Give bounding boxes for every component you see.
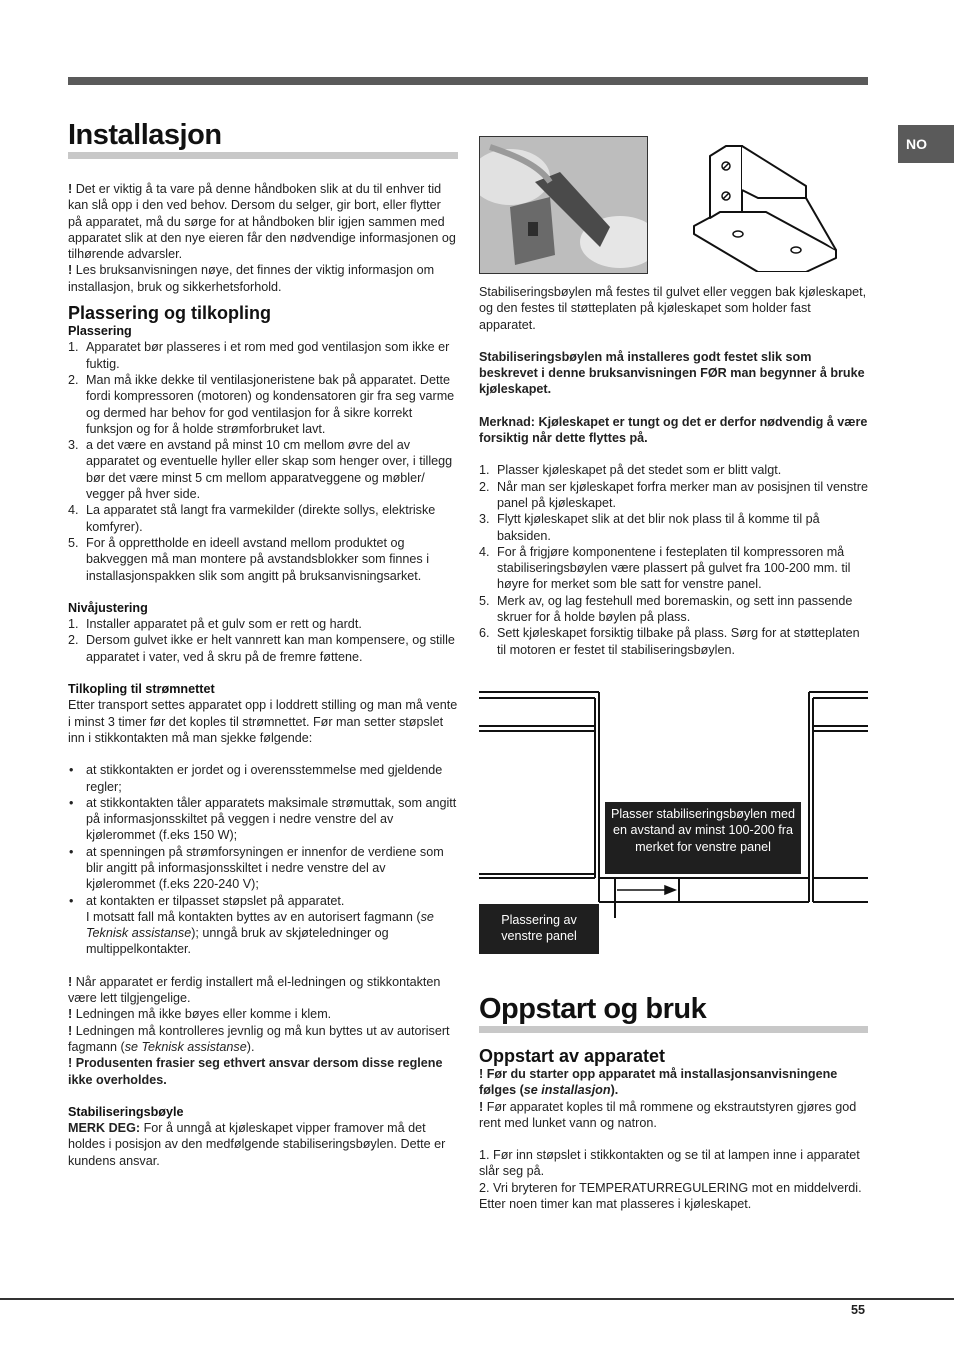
stabilizer-description: Stabiliseringsbøylen må festes til gulvet eller veggen bak kjøleskapet, og den festes til støtteplaten på kjøleskapet som holder fast apparatet. [479,285,867,332]
list-item: 4. For å frigjøre komponentene i festeplaten til kompressoren må stabiliseringsbøylen være plassert på gulvet fra 100-200 mm. til høyre for merket som ble satt for venstre panel. [479,544,851,592]
list-item: 2. Når man ser kjøleskapet forfra merker man av posisjnen til venstre panel på kjøleskapet. [479,479,868,510]
intro-paragraph-2: ! Les bruksanvisningen nøye, det finnes der viktig informasjon om installasjon, bruk og sikkerhetsforhold. [68,263,435,294]
list-item: 5. For å opprettholde en ideell avstand mellom produktet og bakveggen må man montere på avstandsblokker som finnes i installasjonspakken slik som angitt på bruksanvisningsarket. [68,535,430,583]
mounting-steps-list [479,462,868,658]
stabilizer-subheading: Stabiliseringsbøyle [68,1104,184,1119]
warning-cable-replace: ! Ledningen må kontrolleres jevnlig og må kun byttes ut av autorisert fagmann (se Teknisk assistanse). [68,1023,450,1054]
list-item: 1. Installer apparatet på et gulv som er rett og hardt. [68,617,362,632]
power-checklist [68,762,458,958]
placement-connection-heading: Plassering og tilkopling [68,303,272,324]
startup-subheading: Oppstart av apparatet [479,1046,666,1066]
startup-heading: Oppstart og bruk [479,992,868,1033]
placement-diagram [479,688,868,956]
language-tab: NO [898,125,954,163]
list-item: 5. Merk av, og lag festehull med boremaskin, og sett inn passende skruer for å holde bøylen på plass. [479,593,853,625]
warning-cable-bend: ! Ledningen må ikke bøyes eller komme i klem. [68,1007,332,1022]
bottom-rule [0,1298,954,1300]
placement-list [68,339,458,583]
bracket-mounting-photo [479,136,648,274]
leveling-list [68,616,458,665]
startup-warning-1: ! Før du starter opp apparatet må installasjonsanvisningene følges (se installasjon). [479,1067,838,1098]
list-item: • at stikkontakten er jordet og i overensstemmelse med gjeldende regler; [68,762,458,795]
startup-step-2: 2. Vri bryteren for TEMPERATURREGULERING mot en middelverdi. Etter noen timer kan mat plasseres i kjøleskapet. [479,1180,862,1212]
warning-liability: ! Produsenten frasier seg ethvert ansvar dersom disse reglene ikke overholdes. [68,1056,443,1087]
stabilizer-requirement: Stabiliseringsbøylen må installeres godt festet slik som beskrevet i denne bruksanvisningen FØR man begynner å bruke kjøleskapet. [479,349,865,397]
top-rule [68,77,868,85]
list-item: • at kontakten er tilpasset støpslet på apparatet. I motsatt fall må kontakten byttes av en autorisert fagmann (se Teknisk assistanse); unngå bruk av skjøteledninger og multippelkontakter. [68,893,458,958]
installation-heading: Installasjon [68,118,458,159]
list-item: 1. Apparatet bør plasseres i et rom med god ventilasjon som ikke er fuktig. [68,340,450,371]
left-column [68,118,458,1169]
list-item: 2. Dersom gulvet ikke er helt vannrett kan man kompensere, og stille apparatet i vater, ved å skru på de fremre føttene. [68,633,455,664]
weight-note: Merknad: Kjøleskapet er tungt og det er derfor nødvendig å være forsiktig når dette flyttes på. [479,414,868,446]
intro-paragraph-1: ! Det er viktig å ta vare på denne håndboken slik at du til enhver tid kan slå opp i den ved behov. Dersom du selger, gir bort, eller flytter på apparatet, må du sørge for at håndboken blir igjen sammen med apparatet slik at den nye eieren får den nødvendige informasjonen og tilhørende advarsler. [68,182,456,262]
list-item: • at stikkontakten tåler apparatets maksimale strømuttak, som angitt på informasjonsskiltet på veggen i nedre venstre del av kjølerommet (f.eks 150 W); [68,795,458,844]
startup-section [479,992,868,1212]
list-item: 2. Man må ikke dekke til ventilasjoneristene bak på apparatet. Dette fordi kompressoren (motoren) og kondensatoren gir fra seg varme og dermed har behov for god ventilasjon for å sikre korrekt funksjon og for å holde strømforbruket lavt. [68,372,455,436]
startup-step-1: 1. Før inn støpslet i stikkontakten og se til at lampen inne i apparatet slår seg på. [479,1148,860,1179]
leveling-subheading: Nivåjustering [68,600,148,615]
placement-subheading: Plassering [68,324,132,339]
list-item: 3. a det være en avstand på minst 10 cm mellom øvre del av apparatet og eventuelle hyller eller skap som henger over, i tillegg bør det være minst 5 cm mellom apparatveggene og møbler/ vegger på hver side. [68,438,453,502]
stabilizer-bracket-drawing [688,138,838,272]
list-item: 1. Plasser kjøleskapet på det stedet som er blitt valgt. [479,463,782,478]
warning-cable-access: ! Når apparatet er ferdig installert må el-ledningen og stikkontakten være lett tilgjengelige. [68,974,441,1006]
page-number: 55 [851,1303,866,1317]
power-paragraph: Etter transport settes apparatet opp i loddrett stilling og man må vente i minst 3 timer før det koples til strømnettet. Før man setter støpslet inn i stikkontakten må man sjekke følgende: [68,698,458,745]
power-subheading: Tilkopling til strømnettet [68,682,215,697]
startup-warning-2: ! Før apparatet koples til må rommene og ekstrautstyren gjøres god rent med lunket vann og natron. [479,1099,857,1130]
right-column [479,284,868,658]
list-item: 3. Flytt kjøleskapet slik at det blir nok plass til å komme til på baksiden. [479,512,820,543]
left-panel-callout: Plassering av venstre panel [479,904,599,954]
bracket-distance-callout: Plasser stabiliseringsbøylen med en avstand av minst 100-200 fra merket for venstre panel [605,802,801,874]
list-item: • at spenningen på strømforsyningen er innenfor de verdiene som blir angitt på informasjonsskiltet i nedre venstre del av kjølerommet (f.eks 220-240 V); [68,844,458,893]
list-item: 6. Sett kjøleskapet forsiktig tilbake på plass. Sørg for at støtteplaten til motoren er festet til stabiliseringsbøylen. [479,626,860,657]
stabilizer-paragraph: MERK DEG: For å unngå at kjøleskapet vipper framover må det holdes i posisjon av den medfølgende stabiliseringsbøylen. Dette er kundens ansvar. [68,1121,446,1168]
list-item: 4. La apparatet stå langt fra varmekilder (direkte sollys, elektriske komfyrer). [68,503,436,534]
